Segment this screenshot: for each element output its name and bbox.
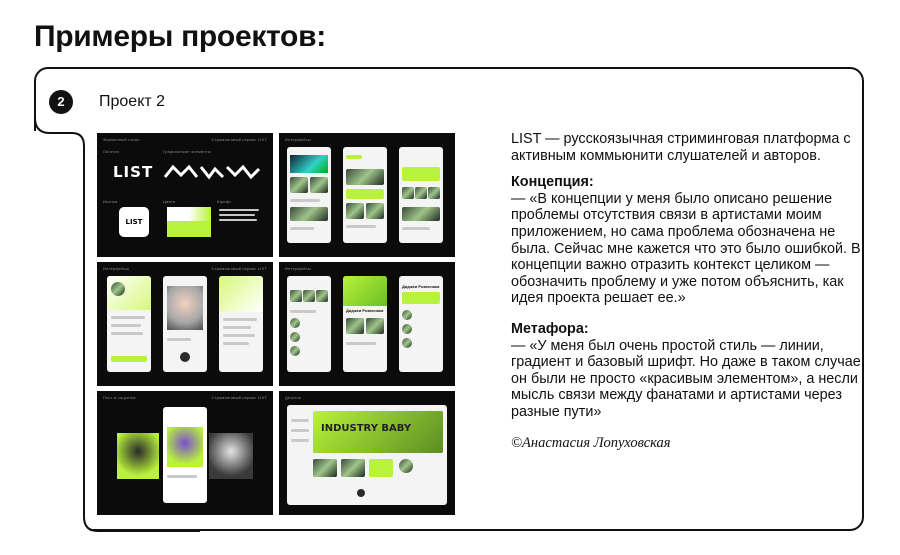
gallery-tile-brand[interactable] (97, 133, 273, 257)
screen-title: Диджеи Ровесника (402, 284, 440, 289)
page-title: Примеры проектов: (34, 20, 326, 53)
phone-screen (343, 147, 387, 243)
tile-caption: Десктоп (285, 395, 302, 400)
label-icon: Иконка (103, 199, 118, 204)
color-swatch-gradient (189, 207, 211, 221)
project-description (511, 131, 863, 461)
app-icon: LIST (119, 207, 149, 237)
tile-caption: Стриминговый сервис LIST (211, 266, 267, 271)
metaphor-heading: Метафора: (511, 320, 589, 337)
gallery-tile-interfaces-3[interactable] (279, 262, 455, 386)
project-number-badge: 2 (49, 90, 73, 114)
concept-text: — «В концепции у меня было описано решение проблемы отсутствия связи в артистами моим приложением, но сама проблема обозначена не была. Сейчас мне кажется что это было ошибкой. В концепции важно отразить контекст целиком — обозначить проблему и уже потом объяснить, как идея проекта решает ее.» (511, 190, 861, 307)
phone-screen (163, 407, 207, 503)
color-swatch-lime (167, 221, 211, 237)
tile-caption: Интерфейсы (285, 266, 311, 271)
gallery-tile-social[interactable] (97, 391, 273, 515)
phone-screen (163, 276, 207, 372)
phone-screen (287, 147, 331, 243)
phone-screen (399, 276, 443, 372)
label-color: Цвета (163, 199, 176, 204)
phone-screen (287, 276, 331, 372)
tile-caption: Интерфейсы (285, 137, 311, 142)
post-image (117, 433, 159, 479)
list-logo: LIST (113, 163, 154, 181)
metaphor-text: — «У меня был очень простой стиль — линии, градиент и базовый шрифт. Но даже в таком случае он были не просто «красивым элементом», а несли мысль связи между фанатами и артистами через разные пути» (511, 337, 861, 420)
label-font: Шрифт (217, 199, 232, 204)
concept-heading: Концепция: (511, 174, 594, 191)
label-logo: Логотип (103, 149, 119, 154)
gallery-tile-interfaces-2[interactable] (97, 262, 273, 386)
screen-title: Диджеи Ровесника (346, 308, 384, 313)
tile-caption: Интерфейсы (103, 266, 129, 271)
project-gallery (97, 133, 455, 515)
phone-screen (399, 147, 443, 243)
gallery-tile-interfaces-1[interactable] (279, 133, 455, 257)
phone-screen (219, 276, 263, 372)
tile-caption: Стриминговый сервис LIST (211, 137, 267, 142)
phone-screen (343, 276, 387, 372)
tile-caption: Пост в соцсетях (103, 395, 136, 400)
intro-text: LIST — русскоязычная стриминговая платформа с активным коммьюнити слушателей и авторов. (511, 131, 851, 164)
desktop-screen (287, 405, 447, 505)
tile-caption: Стриминговый сервис LIST (211, 395, 267, 400)
tile-caption: Фирменный стиль (103, 137, 140, 142)
graphic-glyphs (163, 161, 263, 183)
author-credit: ©Анастасия Лопуховская (511, 434, 671, 451)
desktop-banner: INDUSTRY BABY (321, 423, 412, 434)
label-graphics: Графические элементы (163, 149, 211, 154)
gallery-tile-desktop[interactable] (279, 391, 455, 515)
post-image (209, 433, 253, 479)
color-swatch-white (167, 207, 189, 221)
project-title: Проект 2 (99, 93, 166, 110)
phone-screen (107, 276, 151, 372)
